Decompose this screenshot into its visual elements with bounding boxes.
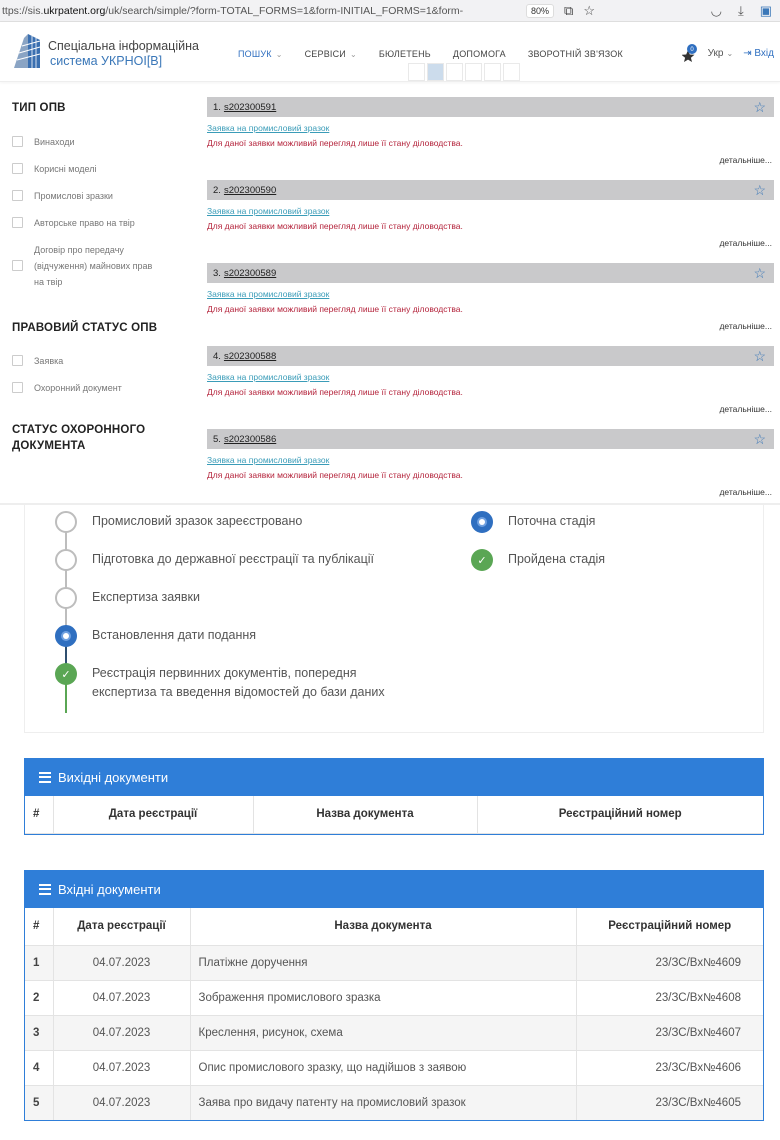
stage-done-check-icon: ✓ [471,549,493,571]
chevron-down-icon: ⌄ [349,50,357,59]
filter-industrial-designs[interactable] [12,188,192,204]
logo-title: Спеціальна інформаційна [48,39,199,53]
stage-connector [65,531,67,551]
details-link[interactable]: детальніше... [719,238,772,248]
nav-services[interactable] [305,49,357,59]
cell-number: 2 [25,980,53,1015]
cell-number: 5 [25,1085,53,1120]
login-label: Вхід [754,47,774,59]
result-header [207,346,774,366]
translate-icon[interactable]: ⧉ [564,2,574,18]
checkbox[interactable] [12,190,23,201]
result-header [207,180,774,200]
stage-item [55,549,422,587]
table-row [25,980,763,1015]
table-header-row [25,908,763,945]
result-item [207,429,774,512]
favorite-star-icon[interactable]: ☆ [753,99,766,115]
filter-label: Заявка [34,356,64,366]
checkbox[interactable] [12,382,23,393]
cell-date: 04.07.2023 [53,945,190,980]
nav-bulletin[interactable]: БЮЛЕТЕНЬ [378,49,431,59]
legend-label: Поточна стадія [508,514,596,528]
filter-legal-status-list [12,353,192,396]
cell-date: 04.07.2023 [53,1015,190,1050]
filter-protection-document[interactable] [12,380,192,396]
result-number: 3. [213,267,221,279]
stage-label: Підготовка до державної реєстрації та публікації [92,552,375,566]
stage-connector [65,683,67,713]
stage-label: Реєстрація первинних документів, попередня експертиза та введення відомостей до бази даних [92,666,385,699]
column-header-reg-number[interactable]: Реєстраційний номер [477,796,763,833]
table-row [25,1015,763,1050]
url-prefix: ttps://sis. [2,4,44,17]
filter-type-list [12,134,192,290]
result-type-link[interactable]: Заявка на промисловий зразок [207,123,330,133]
cell-date: 04.07.2023 [53,980,190,1015]
details-link[interactable]: детальніше... [719,404,772,414]
ghost-pagination-overlay [408,63,520,81]
login-link[interactable] [743,48,774,59]
login-icon: ⇥ [743,47,752,59]
site-header [0,22,780,82]
incoming-documents-panel [24,870,764,1121]
checkbox[interactable] [12,163,23,174]
filter-inventions[interactable] [12,134,192,150]
result-code-link[interactable]: s202300589 [223,267,277,279]
result-number: 4. [213,350,221,362]
stage-connector [65,645,67,665]
result-type-link[interactable]: Заявка на промисловий зразок [207,372,330,382]
favorite-star-icon[interactable]: ☆ [753,431,766,447]
stage-list [55,511,422,701]
filter-label: Промислові зразки [34,191,113,201]
filter-legal-status-title: ПРАВОВИЙ СТАТУС ОПВ [12,322,158,334]
chevron-down-icon: ⌄ [275,50,283,59]
list-icon [39,772,51,783]
panel-header [25,758,763,796]
stage-current-icon [471,511,493,533]
download-icon[interactable]: ⤓ [737,2,744,18]
incoming-documents-table [25,908,763,1120]
language-label: Укр [707,47,724,59]
favorites-star-badge-icon[interactable] [682,44,698,62]
panel-title: Вхідні документи [58,881,161,897]
outgoing-documents-panel [24,758,764,835]
favorite-star-icon[interactable]: ☆ [753,182,766,198]
checkbox[interactable] [12,260,23,271]
filter-label: Договір про передачу (відчуження) майнових прав на твір [34,245,153,287]
cell-name: Креслення, рисунок, схема [190,1015,576,1050]
cell-number: 1 [25,945,53,980]
filter-utility-models[interactable] [12,161,192,177]
result-code-link[interactable]: s202300588 [223,350,277,362]
filter-sidebar [12,100,192,454]
result-item [207,263,774,346]
legend-item-current [471,511,605,549]
result-code-link[interactable]: s202300590 [223,184,277,196]
url-path: /uk/search/simple/?form-TOTAL_FORMS=1&form-INITIAL_FORMS=1&form- [105,4,464,17]
extension-icon[interactable]: ▣ [759,2,772,18]
zoom-level-badge[interactable]: 80% [526,4,554,18]
panel-header [25,870,763,908]
filter-label: Корисні моделі [34,164,97,174]
column-header-number[interactable]: # [25,796,53,833]
table-header-row [25,796,763,833]
cell-reg-number: 23/ЗС/Вх№4605 [576,1085,763,1120]
result-notice: Для даної заявки можливий перегляд лише її стану діловодства. [207,221,463,231]
logo-icon[interactable] [14,34,40,68]
column-header-date[interactable]: Дата реєстрації [53,908,190,945]
stage-label: Експертиза заявки [92,590,201,604]
filter-rights-transfer-agreement[interactable] [12,242,192,290]
logo-subtitle: система УКРНОІ[В] [50,54,163,68]
table-row [25,1050,763,1085]
column-header-reg-number[interactable]: Реєстраційний номер [576,908,763,945]
result-number: 1. [213,101,221,113]
filter-doc-status-title: СТАТУС ОХОРОННОГО ДОКУМЕНТА [12,424,146,452]
nav-help[interactable]: ДОПОМОГА [452,49,506,59]
cell-reg-number: 23/ЗС/Вх№4607 [576,1015,763,1050]
nav-search[interactable] [238,49,283,59]
language-selector[interactable] [708,48,734,59]
result-notice: Для даної заявки можливий перегляд лише її стану діловодства. [207,470,463,480]
panel-title: Вихідні документи [58,769,169,785]
cell-reg-number: 23/ЗС/Вх№4608 [576,980,763,1015]
stage-legend [471,511,605,587]
nav-label: ПОШУК [238,49,272,59]
result-notice: Для даної заявки можливий перегляд лише її стану діловодства. [207,387,463,397]
cell-name: Зображення промислового зразка [190,980,576,1015]
filter-label: Винаходи [34,137,75,147]
filter-application[interactable] [12,353,192,369]
cell-date: 04.07.2023 [53,1050,190,1085]
stage-label: Промисловий зразок зареєстровано [92,514,303,528]
cell-name: Опис промислового зразку, що надійшов з заявою [190,1050,576,1085]
stage-pending-icon [55,511,77,533]
browser-toolbar [0,0,780,22]
url-domain: ukrpatent.org [43,4,106,17]
nav-label: СЕРВІСИ [304,49,346,59]
result-type-link[interactable]: Заявка на промисловий зразок [207,455,330,465]
cell-name: Платіжне доручення [190,945,576,980]
cell-number: 3 [25,1015,53,1050]
result-header [207,263,774,283]
result-number: 2. [213,184,221,196]
result-header [207,97,774,117]
result-code-link[interactable]: s202300591 [223,101,277,113]
checkbox[interactable] [12,136,23,147]
column-header-date[interactable]: Дата реєстрації [53,796,253,833]
stage-done-check-icon: ✓ [55,663,77,685]
filter-copyright[interactable] [12,215,192,231]
pocket-icon[interactable]: ◡ [710,2,722,18]
bookmark-star-icon[interactable]: ☆ [583,2,595,18]
cell-name: Заява про видачу патенту на промисловий зразок [190,1085,576,1120]
details-link[interactable]: детальніше... [719,321,772,331]
table-row [25,945,763,980]
result-item [207,180,774,263]
stage-item [55,625,422,663]
result-header [207,429,774,449]
result-item [207,346,774,429]
result-number: 5. [213,433,221,445]
result-code-link[interactable]: s202300586 [223,433,277,445]
stage-timeline-panel [24,505,764,733]
details-link[interactable]: детальніше... [719,487,772,497]
filter-label: Охоронний документ [34,383,122,393]
favorite-star-icon[interactable]: ☆ [753,348,766,364]
result-notice: Для даної заявки можливий перегляд лише її стану діловодства. [207,304,463,314]
result-notice: Для даної заявки можливий перегляд лише її стану діловодства. [207,138,463,148]
cell-number: 4 [25,1050,53,1085]
stage-connector [65,569,67,589]
column-header-name[interactable]: Назва документа [190,908,576,945]
search-results [207,97,774,512]
favorites-count: 0 [689,47,694,54]
cell-date: 04.07.2023 [53,1085,190,1120]
cell-reg-number: 23/ЗС/Вх№4606 [576,1050,763,1085]
stage-pending-icon [55,549,77,571]
result-item [207,97,774,180]
table-row [25,1085,763,1120]
stage-item [55,511,422,549]
stage-connector [65,607,67,627]
outgoing-documents-table [25,796,763,834]
stage-item [55,663,422,701]
details-link[interactable]: детальніше... [719,155,772,165]
stage-current-icon [55,625,77,647]
logo-text[interactable] [48,39,199,69]
legend-label: Пройдена стадія [508,552,606,566]
legend-item-done [471,549,605,587]
checkbox[interactable] [12,217,23,228]
stage-pending-icon [55,587,77,609]
result-type-link[interactable]: Заявка на промисловий зразок [207,289,330,299]
main-nav [238,49,645,59]
column-header-name[interactable]: Назва документа [253,796,477,833]
column-header-number[interactable]: # [25,908,53,945]
list-icon [39,884,51,895]
result-type-link[interactable]: Заявка на промисловий зразок [207,206,330,216]
stage-label: Встановлення дати подання [92,628,257,642]
filter-type-title: ТИП ОПВ [12,102,66,114]
favorite-star-icon[interactable]: ☆ [753,265,766,281]
chevron-down-icon: ⌄ [726,48,734,58]
nav-feedback[interactable]: ЗВОРОТНІЙ ЗВ'ЯЗОК [527,49,623,59]
checkbox[interactable] [12,355,23,366]
address-bar[interactable] [0,5,520,17]
stage-item [55,587,422,625]
cell-reg-number: 23/ЗС/Вх№4609 [576,945,763,980]
filter-label: Авторське право на твір [34,218,135,228]
